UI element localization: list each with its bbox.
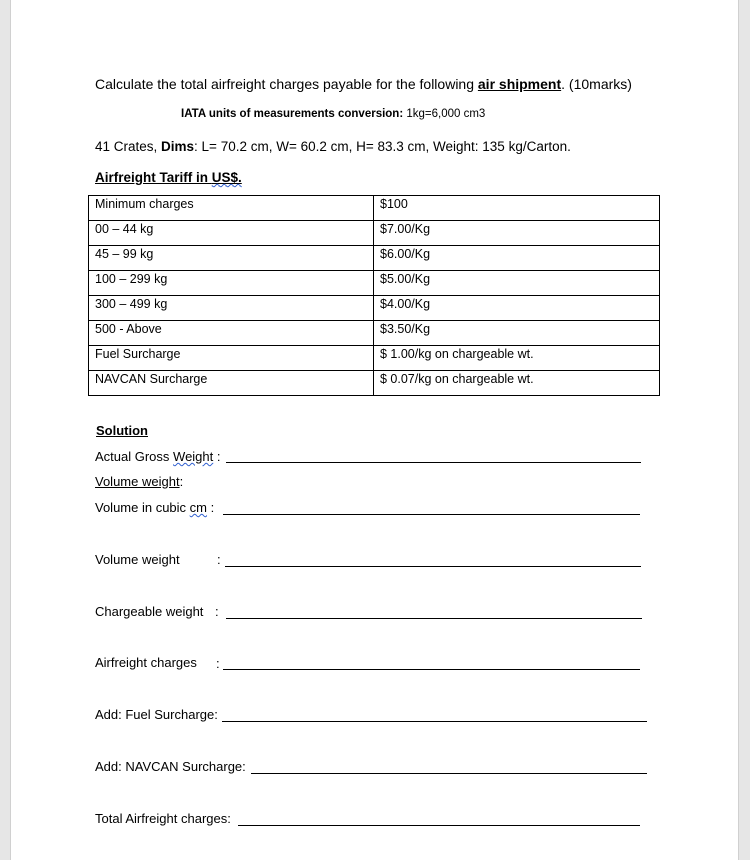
actual-gross-weight-label — [95, 449, 221, 464]
volume-weight-heading-colon: : — [179, 474, 184, 489]
crates-count: 41 Crates, — [95, 139, 162, 154]
volume-weight-heading-text: Volume weight — [95, 474, 180, 489]
tariff-band: 45 – 99 kg — [89, 246, 374, 271]
table-row — [89, 246, 660, 271]
tariff-title-currency: US$. — [211, 170, 242, 185]
volume-cubic-label — [95, 500, 214, 515]
tariff-title-main: Airfreight Tariff in — [95, 170, 212, 185]
question-prefix: Calculate the total airfreight charges payable for the following — [95, 76, 478, 92]
tariff-band: NAVCAN Surcharge — [89, 371, 374, 396]
question-text — [95, 76, 632, 92]
total-airfreight-blank[interactable] — [238, 825, 640, 826]
tariff-rate: $ 0.07/kg on chargeable wt. — [374, 371, 660, 396]
shipment-details — [95, 139, 571, 154]
fuel-surcharge-blank[interactable] — [222, 721, 647, 722]
total-airfreight-label: Total Airfreight charges: — [95, 811, 231, 826]
chargeable-weight-blank[interactable] — [226, 618, 642, 619]
volume-weight-blank[interactable] — [225, 566, 641, 567]
tariff-band: 100 – 299 kg — [89, 271, 374, 296]
navcan-surcharge-label: Add: NAVCAN Surcharge: — [95, 759, 246, 774]
table-row — [89, 271, 660, 296]
tariff-band: 300 – 499 kg — [89, 296, 374, 321]
fuel-surcharge-label: Add: Fuel Surcharge: — [95, 707, 218, 722]
volume-weight-colon: : — [217, 552, 221, 567]
iata-value: 1kg=6,000 cm3 — [403, 108, 486, 120]
tariff-rate: $ 1.00/kg on chargeable wt. — [374, 346, 660, 371]
solution-title: Solution — [96, 423, 148, 438]
tariff-band: 500 - Above — [89, 321, 374, 346]
tariff-rate: $5.00/Kg — [374, 271, 660, 296]
iata-label: IATA units of measurements conversion: — [181, 108, 404, 120]
tariff-table — [88, 195, 660, 396]
table-row — [89, 296, 660, 321]
table-row — [89, 346, 660, 371]
actual-gross-weight-blank[interactable] — [226, 462, 641, 463]
tariff-band: Fuel Surcharge — [89, 346, 374, 371]
iata-conversion — [181, 108, 485, 120]
chargeable-weight-label: Chargeable weight — [95, 604, 204, 619]
tariff-band: Minimum charges — [89, 196, 374, 221]
table-row — [89, 221, 660, 246]
actual-gross-prefix: Actual Gross — [95, 449, 174, 464]
question-emphasis: air shipment — [477, 76, 562, 92]
actual-gross-word: Weight — [173, 449, 214, 464]
volume-weight-heading — [95, 474, 183, 489]
volume-cubic-colon: : — [207, 500, 215, 515]
volume-cubic-prefix: Volume in cubic — [95, 500, 190, 515]
volume-weight-label: Volume weight — [95, 552, 180, 567]
question-marks: . (10marks) — [561, 76, 632, 92]
actual-gross-colon: : — [213, 449, 221, 464]
table-row — [89, 371, 660, 396]
document-page — [10, 0, 739, 860]
table-row — [89, 196, 660, 221]
dims-value: : L= 70.2 cm, W= 60.2 cm, H= 83.3 cm, Weight: 135 kg/Carton. — [194, 139, 571, 154]
tariff-rate: $4.00/Kg — [374, 296, 660, 321]
tariff-rate: $6.00/Kg — [374, 246, 660, 271]
volume-cubic-blank[interactable] — [223, 514, 640, 515]
tariff-title — [95, 170, 242, 185]
chargeable-weight-colon: : — [215, 604, 219, 619]
tariff-rate: $100 — [374, 196, 660, 221]
table-row — [89, 321, 660, 346]
tariff-rate: $7.00/Kg — [374, 221, 660, 246]
airfreight-charges-blank[interactable] — [223, 669, 640, 670]
airfreight-charges-label: Airfreight charges — [95, 655, 197, 670]
volume-cubic-word: cm — [189, 500, 208, 515]
navcan-surcharge-blank[interactable] — [251, 773, 647, 774]
airfreight-charges-colon: : — [216, 656, 220, 671]
tariff-rate: $3.50/Kg — [374, 321, 660, 346]
dims-label: Dims — [161, 139, 195, 154]
tariff-band: 00 – 44 kg — [89, 221, 374, 246]
